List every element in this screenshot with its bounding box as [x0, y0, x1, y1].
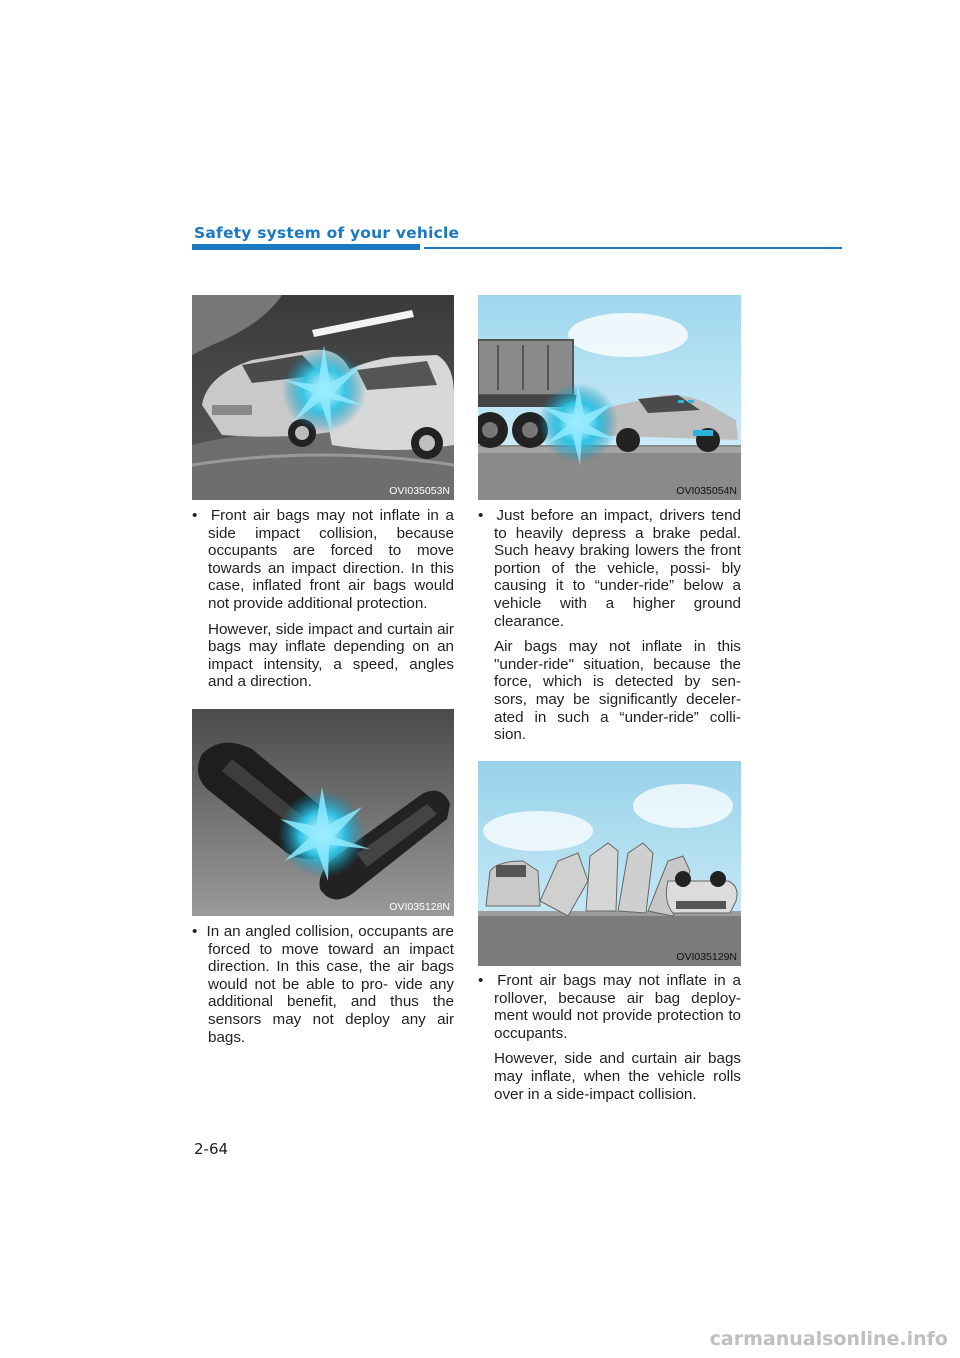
- under-ride-collision-illustration: [478, 295, 741, 500]
- bullet-text: • Front air bags may not inflate in a side impact collision, because occupants are forced to move towards an impact direction. In this case, inflated front air bags would not provide additional protection.: [192, 507, 454, 612]
- figure-code: OVI035128N: [389, 901, 450, 913]
- rollover-illustration: [478, 761, 741, 966]
- page-number: 2-64: [194, 1140, 229, 1158]
- figure-code: OVI035129N: [676, 951, 737, 963]
- bullet-item-angled-collision: [192, 923, 454, 1046]
- figure-code: OVI035054N: [676, 485, 737, 497]
- angled-collision-illustration: [192, 709, 454, 916]
- bullet-item-side-impact: [192, 507, 454, 691]
- watermark: carmanualsonline.info: [709, 1328, 948, 1350]
- side-impact-collision-illustration: [192, 295, 454, 500]
- figure-angled-collision: [192, 709, 454, 916]
- bullet-text: • Front air bags may not inflate in a rollover, because air bag deploy- ment would not provide protection to occupants.: [478, 972, 741, 1042]
- continuation-text: However, side and curtain air bags may inflate, when the vehicle rolls over in a side-impact collision.: [494, 1050, 741, 1103]
- bullet-text: • Just before an impact, drivers tend to heavily depress a brake pedal. Such heavy braking lowers the front portion of the vehicle, possi- bly causing it to “under-ride” below a vehicle with a higher ground clearance.: [478, 507, 741, 630]
- continuation-text: However, side impact and curtain air bags may inflate depending on an impact intensity, a speed, angles and a direction.: [208, 620, 454, 691]
- figure-under-ride: [478, 295, 741, 500]
- header-rule: [424, 247, 842, 249]
- figure-rollover: [478, 761, 741, 966]
- figure-code: OVI035053N: [389, 485, 450, 497]
- figure-side-impact: [192, 295, 454, 500]
- header-accent-bar: [192, 244, 420, 250]
- bullet-text: • In an angled collision, occupants are forced to move toward an impact direction. In this case, the air bags would not be able to pro- vide any additional benefit, and thus the sensors may not deploy any air bags.: [192, 923, 454, 1046]
- section-title: Safety system of your vehicle: [194, 224, 460, 242]
- bullet-item-rollover: [478, 972, 741, 1103]
- bullet-item-under-ride: [478, 507, 741, 744]
- continuation-text: Air bags may not inflate in this "under-ride" situation, because the force, which is detected by sen- sors, may be significantly deceler- ated in such a “under-ride” colli- sion.: [494, 638, 741, 744]
